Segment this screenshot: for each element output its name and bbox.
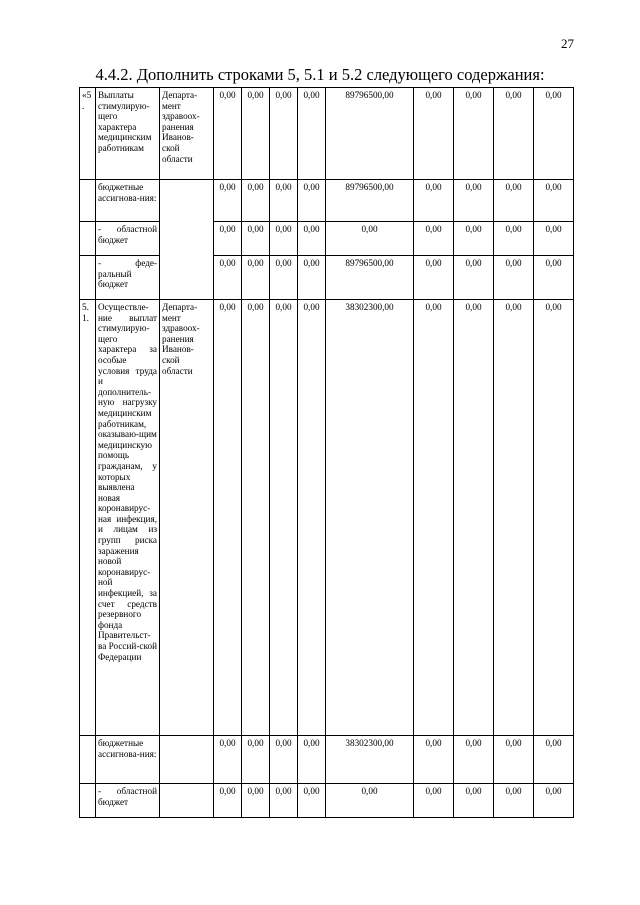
value-cell: 0,00 bbox=[242, 222, 270, 256]
value-cell: 0,00 bbox=[534, 256, 574, 300]
value-cell: 0,00 bbox=[534, 222, 574, 256]
value-cell: 0,00 bbox=[494, 736, 534, 784]
value-cell: 0,00 bbox=[534, 180, 574, 222]
value-cell: 0,00 bbox=[534, 784, 574, 818]
row-name-cell: Выплаты стимулирую-щего характера медицинским работникам bbox=[96, 88, 160, 180]
value-cell: 0,00 bbox=[414, 300, 454, 736]
value-cell: 0,00 bbox=[242, 88, 270, 180]
department-cell bbox=[160, 784, 214, 818]
value-cell: 0,00 bbox=[534, 88, 574, 180]
department-cell bbox=[160, 736, 214, 784]
value-cell: 0,00 bbox=[494, 256, 534, 300]
value-cell: 0,00 bbox=[414, 180, 454, 222]
value-cell: 0,00 bbox=[454, 300, 494, 736]
table-row bbox=[80, 300, 574, 736]
value-cell: 0,00 bbox=[454, 736, 494, 784]
value-cell: 0,00 bbox=[298, 784, 326, 818]
value-cell: 0,00 bbox=[270, 736, 298, 784]
department-cell: Департа-мент здравоох-ранения Иванов-ской области bbox=[160, 88, 214, 180]
value-cell: 0,00 bbox=[534, 736, 574, 784]
value-cell: 0,00 bbox=[326, 222, 414, 256]
department-cell: Департа-мент здравоох-ранения Иванов-ской области bbox=[160, 300, 214, 736]
value-cell: 0,00 bbox=[298, 256, 326, 300]
value-cell: 0,00 bbox=[414, 256, 454, 300]
value-cell: 0,00 bbox=[298, 88, 326, 180]
section-heading: 4.4.2. Дополнить строками 5, 5.1 и 5.2 следующего содержания: bbox=[95, 65, 545, 84]
value-cell: 0,00 bbox=[298, 180, 326, 222]
row-number-cell: 5.1. bbox=[80, 300, 96, 736]
value-cell: 0,00 bbox=[270, 222, 298, 256]
row-number-cell bbox=[80, 222, 96, 256]
row-name-cell: бюджетные ассигнова-ния: bbox=[96, 736, 160, 784]
value-cell: 0,00 bbox=[454, 222, 494, 256]
value-cell: 0,00 bbox=[270, 784, 298, 818]
value-cell: 0,00 bbox=[326, 784, 414, 818]
row-name-cell: бюджетные ассигнова-ния: bbox=[96, 180, 160, 222]
value-cell: 0,00 bbox=[298, 300, 326, 736]
value-cell: 0,00 bbox=[494, 222, 534, 256]
value-cell: 0,00 bbox=[242, 784, 270, 818]
value-cell: 0,00 bbox=[214, 222, 242, 256]
value-cell: 0,00 bbox=[454, 88, 494, 180]
row-name-cell: Осуществле-ние выплат стимулирую-щего характера за особые условия труда и дополнитель-ную нагрузку медицинским работникам, оказываю-щим медицинскую помощь гражданам, у которых выявлена новая коронавирус-ная инфекция, и лицам из групп риска заражения новой коронавирус-ной инфекцией, за счет средств резервного фонда Правительст-ва Россий-ской Федерации bbox=[96, 300, 160, 736]
value-cell: 0,00 bbox=[270, 180, 298, 222]
value-cell: 0,00 bbox=[298, 222, 326, 256]
value-cell: 0,00 bbox=[214, 180, 242, 222]
value-cell: 0,00 bbox=[494, 784, 534, 818]
value-cell: 89796500,00 bbox=[326, 256, 414, 300]
value-cell: 38302300,00 bbox=[326, 736, 414, 784]
value-cell: 0,00 bbox=[494, 180, 534, 222]
value-cell: 0,00 bbox=[214, 88, 242, 180]
value-cell: 0,00 bbox=[454, 256, 494, 300]
table-row bbox=[80, 256, 574, 300]
value-cell: 0,00 bbox=[414, 222, 454, 256]
value-cell: 89796500,00 bbox=[326, 88, 414, 180]
value-cell: 0,00 bbox=[454, 180, 494, 222]
row-number-cell bbox=[80, 180, 96, 222]
value-cell: 0,00 bbox=[534, 300, 574, 736]
program-table bbox=[79, 87, 574, 818]
value-cell: 0,00 bbox=[242, 180, 270, 222]
value-cell: 0,00 bbox=[270, 300, 298, 736]
row-name-cell: - феде-ральный бюджет bbox=[96, 256, 160, 300]
table-row bbox=[80, 180, 574, 222]
row-number-cell: «5. bbox=[80, 88, 96, 180]
value-cell: 0,00 bbox=[242, 256, 270, 300]
value-cell: 0,00 bbox=[298, 736, 326, 784]
row-number-cell bbox=[80, 784, 96, 818]
table-row bbox=[80, 222, 574, 256]
value-cell: 0,00 bbox=[494, 300, 534, 736]
table-row bbox=[80, 88, 574, 180]
value-cell: 0,00 bbox=[270, 256, 298, 300]
row-name-cell: - областной бюджет bbox=[96, 222, 160, 256]
value-cell: 89796500,00 bbox=[326, 180, 414, 222]
table-row bbox=[80, 784, 574, 818]
page-number: 27 bbox=[561, 36, 574, 51]
row-number-cell bbox=[80, 736, 96, 784]
value-cell: 0,00 bbox=[454, 784, 494, 818]
value-cell: 0,00 bbox=[494, 88, 534, 180]
value-cell: 0,00 bbox=[214, 256, 242, 300]
value-cell: 0,00 bbox=[242, 736, 270, 784]
value-cell: 0,00 bbox=[270, 88, 298, 180]
value-cell: 0,00 bbox=[414, 88, 454, 180]
value-cell: 0,00 bbox=[214, 784, 242, 818]
department-cell bbox=[160, 180, 214, 300]
value-cell: 0,00 bbox=[242, 300, 270, 736]
value-cell: 0,00 bbox=[414, 736, 454, 784]
table-row bbox=[80, 736, 574, 784]
value-cell: 38302300,00 bbox=[326, 300, 414, 736]
row-name-cell: - областной бюджет bbox=[96, 784, 160, 818]
value-cell: 0,00 bbox=[214, 736, 242, 784]
value-cell: 0,00 bbox=[214, 300, 242, 736]
row-number-cell bbox=[80, 256, 96, 300]
value-cell: 0,00 bbox=[414, 784, 454, 818]
